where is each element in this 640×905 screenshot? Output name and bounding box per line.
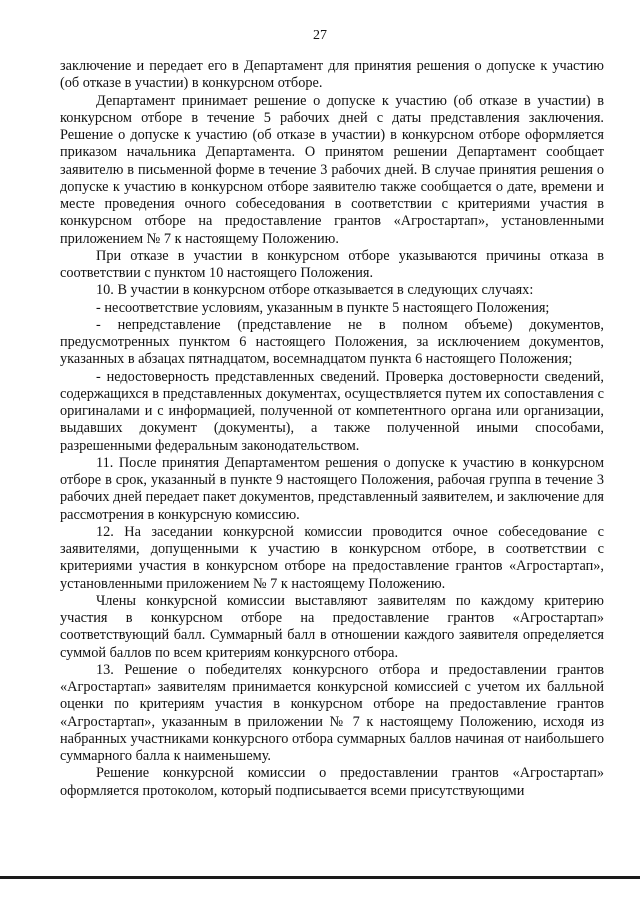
paragraph: 12. На заседании конкурсной комиссии проводится очное собеседование с заявителями, допущенными к участию в конкурсном отборе, в соответствии с критериями участия в конкурсном отборе на предоставление грантов «Агростартап», установленными приложением № 7 к настоящему Положению. <box>60 523 604 592</box>
list-item: - несоответствие условиям, указанным в пункте 5 настоящего Положения; <box>96 299 550 316</box>
scan-edge-line <box>0 876 640 879</box>
paragraph: Решение конкурсной комиссии о предоставлении грантов «Агростартап» оформляется протоколом, который подписывается всеми присутствующими <box>60 765 604 799</box>
paragraph: заключение и передает его в Департамент для принятия решения о допуске к участию (об отказе в участии) в конкурсном отборе. <box>60 58 604 92</box>
paragraph: 11. После принятия Департаментом решения о допуске к участию в конкурсном отборе в срок, указанный в пункте 9 настоящего Положения, рабочая группа в течение 3 рабочих дней передает пакет документов, представленный заявителем, и заключение для рассмотрения в конкурсную комиссию. <box>60 454 604 523</box>
paragraph: Департамент принимает решение о допуске к участию (об отказе в участии) в конкурсном отборе в течение 5 рабочих дней с даты представления заключения. Решение о допуске к участию (об отказе в участии) в конкурсном отборе оформляется приказом начальника Департамента. О принятом решении Департамент сообщает заявителю в письменной форме в течение 3 рабочих дней. В случае принятия решения о допуске к участию в конкурсном отборе заявителю также сообщается о дате, времени и месте проведения очного собеседования в соответствии с критериями участия в конкурсном отборе на предоставление грантов «Агростартап», установленными приложением № 7 к настоящему Положению. <box>60 92 604 247</box>
document-body <box>60 58 604 800</box>
paragraph: При отказе в участии в конкурсном отборе указываются причины отказа в соответствии с пунктом 10 настоящего Положения. <box>60 247 604 281</box>
list-item: - недостоверность представленных сведений. Проверка достоверности сведений, содержащихся в представленных документах, осуществляется путем их сопоставления с оригиналами и с информацией, полученной от компетентного органа или организации, выдавших документ (документы), а также полученной иными способами, разрешенными федеральным законодательством. <box>60 368 604 454</box>
paragraph: Члены конкурсной комиссии выставляют заявителям по каждому критерию участия в конкурсном отборе на предоставление грантов «Агростартап» соответствующий балл. Суммарный балл в отношении каждого заявителя определяется суммой баллов по всем критериям конкурсного отбора. <box>60 592 604 661</box>
list-item: - непредставление (представление не в полном объеме) документов, предусмотренных пунктом 6 настоящего Положения, за исключением документов, указанных в абзацах пятнадцатом, восемнадцатом пункта 6 настоящего Положения; <box>60 316 604 368</box>
page-number: 27 <box>313 28 327 43</box>
paragraph: 13. Решение о победителях конкурсного отбора и предоставлении грантов «Агростартап» заявителям принимается конкурсной комиссией с учетом их балльной оценки по критериям участия в конкурсном отборе на предоставление грантов «Агростартап», указанным в приложении № 7 к настоящему Положению, исходя из набранных участниками конкурсного отбора суммарных баллов начиная от наибольшего суммарного балла к наименьшему. <box>60 661 604 764</box>
list-heading: 10. В участии в конкурсном отборе отказывается в следующих случаях: <box>96 282 534 299</box>
